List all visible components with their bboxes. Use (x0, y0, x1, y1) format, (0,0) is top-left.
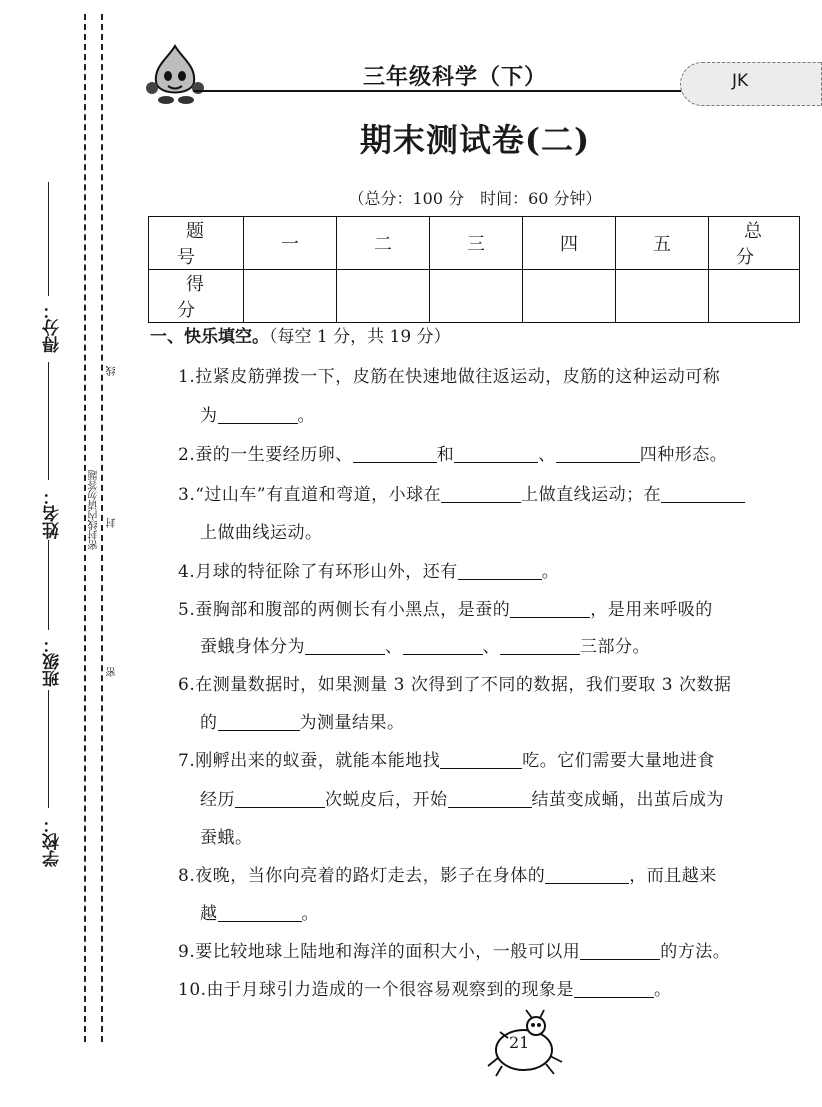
page-title: 期末测试卷(二) (359, 121, 591, 159)
score-table (148, 216, 816, 323)
answer-blank[interactable] (448, 790, 532, 808)
name-field[interactable] (48, 362, 49, 480)
answer-blank[interactable] (500, 637, 580, 655)
question-2: 2.蚕的一生要经历卵、 和 、 四种形态。 (178, 445, 728, 465)
answer-blank[interactable] (235, 790, 325, 808)
question-1: 1.拉紧皮筋弹拨一下，皮筋在快速地做往返运动，皮筋的这种运动可称 (178, 367, 721, 387)
score-input-cell[interactable] (523, 270, 616, 323)
answer-blank[interactable] (218, 406, 298, 424)
answer-blank[interactable] (441, 485, 521, 503)
question-4: 4.月球的特征除了有环形山外，还有 。 (178, 562, 560, 582)
subject-heading: 三年级科学（下） (363, 65, 548, 90)
edition-label: JK (732, 71, 749, 91)
answer-blank[interactable] (510, 600, 590, 618)
question-3-cont: 上做曲线运动。 (200, 523, 323, 543)
score-input-cell[interactable] (430, 270, 523, 323)
answer-blank[interactable] (353, 445, 437, 463)
score-input-cell[interactable] (337, 270, 430, 323)
question-5-cont: 蚕蛾身体分为 、 、 三部分。 (200, 637, 650, 657)
seal-char-feng: 封 (107, 518, 118, 528)
table-cell: 二 (337, 217, 430, 270)
question-10: 10.由于月球引力造成的一个很容易观察到的现象是 。 (178, 980, 672, 1000)
question-8: 8.夜晚，当你向亮着的路灯走去，影子在身体的 ，而且越来 (178, 866, 717, 886)
answer-blank[interactable] (580, 942, 660, 960)
question-7-cont: 经历 次蜕皮后，开始 结茧变成蛹，出茧后成为 (200, 790, 724, 810)
score-input-cell[interactable] (616, 270, 709, 323)
table-cell: 一 (244, 217, 337, 270)
page-number: 21 (509, 1033, 530, 1052)
question-7-end: 蚕蛾。 (200, 828, 253, 848)
score-table-score-row (149, 270, 800, 323)
question-3: 3.“过山车”有直道和弯道，小球在 上做直线运动；在 (178, 480, 745, 505)
school-label: 学校： (43, 816, 63, 867)
answer-blank[interactable] (545, 866, 629, 884)
answer-blank[interactable] (574, 980, 654, 998)
binding-dashed-line-outer (84, 14, 86, 1042)
score-label: 得分： (43, 302, 63, 353)
question-9: 9.要比较地球上陆地和海洋的面积大小，一般可以用 的方法。 (178, 942, 731, 962)
table-cell: 四 (523, 217, 616, 270)
section-heading (150, 322, 451, 347)
table-cell: 得 分 (149, 270, 244, 323)
answer-blank[interactable] (661, 485, 745, 503)
class-label: 班级： (43, 636, 63, 687)
section-title: 一、快乐填空。 (150, 327, 269, 347)
question-6: 6.在测量数据时，如果测量 3 次得到了不同的数据，我们要取 3 次数据 (178, 675, 732, 695)
table-cell: 题 号 (149, 217, 244, 270)
seal-char-xian: 线 (107, 366, 118, 376)
answer-blank[interactable] (403, 637, 483, 655)
school-field[interactable] (48, 690, 49, 808)
seal-char-mi: 密 (107, 667, 118, 677)
answer-blank[interactable] (458, 562, 542, 580)
question-5: 5.蚕胸部和腹部的两侧长有小黑点，是蚕的 ，是用来呼吸的 (178, 600, 713, 620)
answer-blank[interactable] (454, 445, 538, 463)
question-8-cont: 越 。 (200, 904, 319, 924)
table-cell: 总 分 (709, 217, 800, 270)
section-note: （每空 1 分，共 19 分） (269, 327, 451, 347)
edition-tab (680, 62, 822, 106)
score-input-cell[interactable] (709, 270, 800, 323)
score-table-header-row (149, 217, 800, 270)
answer-blank[interactable] (440, 751, 522, 769)
answer-blank[interactable] (218, 713, 300, 731)
table-cell: 五 (616, 217, 709, 270)
exam-meta: （总分：100 分 时间：60 分钟） (348, 189, 602, 208)
question-6-cont: 的 为测量结果。 (200, 713, 405, 733)
answer-blank[interactable] (305, 637, 385, 655)
name-label: 姓名： (43, 488, 63, 539)
answer-blank[interactable] (556, 445, 640, 463)
question-1-cont: 为 。 (200, 406, 315, 426)
answer-blank[interactable] (218, 904, 302, 922)
question-7: 7.刚孵出来的蚁蚕，就能本能地找 吃。它们需要大量地进食 (178, 751, 715, 771)
mascot-drop-icon (140, 40, 210, 106)
class-field[interactable] (48, 540, 49, 630)
table-cell: 三 (430, 217, 523, 270)
seal-warning: 密封线内请勿答题 (89, 470, 100, 550)
